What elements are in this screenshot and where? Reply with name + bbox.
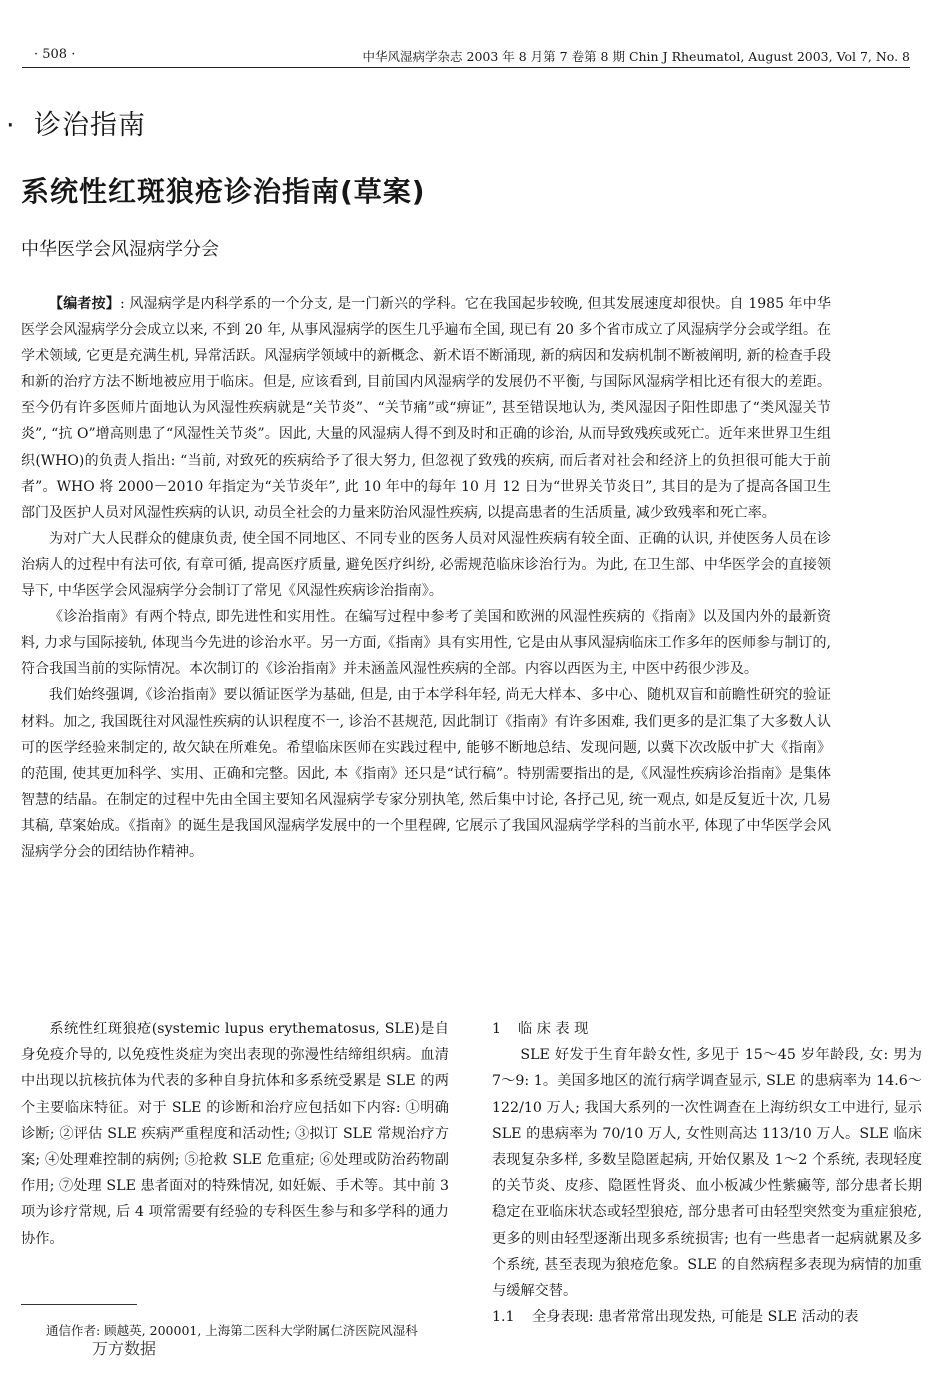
subsection-number: 1.1 [492,1309,515,1326]
article-author: 中华医学会风湿病学分会 [21,239,219,260]
journal-citation: 中华风湿病学杂志 2003 年 8 月第 7 卷第 8 期 Chin J Rheumatol, August 2003, Vol 7, No. 8 [362,49,910,64]
left-column [21,1016,449,1252]
section-label: 诊治指南 [34,110,146,141]
subsection-1-1 [492,1304,922,1330]
editor-note-paragraph-4: 我们始终强调,《诊治指南》要以循证医学为基础, 但是, 由于本学科年轻, 尚无大样本、多中心、随机双盲和前瞻性研究的验证材料。加之, 我国既往对风湿性疾病的认识程度不一, 诊治不甚规范, 因此制订《指南》有许多困难, 我们更多的是汇集了大多数人认可的医学经验来制定的, 故欠缺在所难免。希望临床医师在实践过程中, 能够不断地总结、发现问题, 以冀下次改版中扩大《指南》的范围, 使其更加科学、实用、正确和完整。因此, 本《指南》还只是“试行稿”。特别需要指出的是,《风湿性疾病诊治指南》是集体智慧的结晶。在制定的过程中先由全国主要知名风湿病学专家分别执笔, 然后集中讨论, 各抒己见, 统一观点, 如是反复近十次, 几易其稿, 草案始成。《指南》的诞生是我国风湿病学发展中的一个里程碑, 它展示了我国风湿病学学科的当前水平, 体现了中华医学会风湿病学分会的团结协作精神。 [21,687,831,860]
editor-note-paragraph-2: 为对广大人民群众的健康负责, 使全国不同地区、不同专业的医务人员对风湿性疾病有较全面、正确的认识, 并使医务人员在诊治病人的过程中有法可依, 有章可循, 提高医疗质量, 避免医疗纠纷, 必需规范临床诊治行为。为此, 在卫生部、中华医学会的直接领导下, 中华医学会风湿病学分会制订了常见《风湿性疾病诊治指南》。 [21,530,831,600]
editor-note-paragraph-3: 《诊治指南》有两个特点, 即先进性和实用性。在编写过程中参考了美国和欧洲的风湿性疾病的《指南》以及国内外的最新资料, 力求与国际接轨, 体现当今先进的诊治水平。另一方面,《指南》具有实用性, 它是由从事风湿病临床工作多年的医师参与制订的, 符合我国当前的实际情况。本次制订的《诊治指南》并未涵盖风湿性疾病的全部。内容以西医为主, 中医中药很少涉及。 [21,609,831,678]
heading-number: 1 [492,1021,502,1037]
editor-note-tag: 【编者按】 [49,296,120,312]
clinical-paragraph: SLE 好发于生育年龄女性, 多见于 15～45 岁年龄段, 女: 男为 7～9: 1。美国多地区的流行病学调查显示, SLE 的患病率为 14.6～122/10 万人; 我国大系列的一次性调查在上海纺织女工中进行, 显示 SLE 的患病率为 70/10 万人, 女性则高达 113/10 万人。SLE 临床表现复杂多样, 多数呈隐匿起病, 开始仅累及 1～2 个系统, 表现轻度的关节炎、皮疹、隐匿性肾炎、血小板减少性紫癜等, 部分患者长期稳定在亚临床状态或轻型狼疮, 部分患者可由轻型突然变为重症狼疮, 更多的则由轻型逐渐出现多系统损害; 也有一些患者一起病就累及多个系统, 甚至表现为狼疮危象。SLE 的自然病程多表现为病情的加重与缓解交替。 [492,1047,922,1300]
running-header [22,46,910,68]
subsection-text: 全身表现: 患者常常出现发热, 可能是 SLE 活动的表 [532,1309,859,1326]
footnote-divider [21,1304,137,1305]
heading-text: 临 床 表 现 [518,1021,589,1037]
section-title [0,103,146,142]
corresponding-author-footnote: 通信作者: 顾越英, 200001, 上海第二医科大学附属仁济医院风湿科 [46,1323,418,1338]
section-bullet: · [6,110,16,141]
editor-note-text-1: : 风湿病学是内科学系的一个分支, 是一门新兴的学科。它在我国起步较晚, 但其发展速度却很快。自 1985 年中华医学会风湿病学分会成立以来, 不到 20 年, 从事风湿病学的医生几乎遍布全国, 现已有 20 多个省市成立了风湿病学分会或学组。在学术领域, 它更是充满生机, 异常活跃。风湿病学领域中的新概念、新术语不断涌现, 新的病因和发病机制不断被阐明, 新的检查手段和新的治疗方法不断地被应用于临床。但是, 应该看到, 目前国内风湿病学的发展仍不平衡, 与国际风湿病学相比还有很大的差距。至今仍有许多医师片面地认为风湿性疾病就是“关节炎”、“关节痛”或“痹证”, 甚至错误地认为, 类风湿因子阳性即患了“类风湿关节炎”, “抗 O”增高则患了“风湿性关节炎”。因此, 大量的风湿病人得不到及时和正确的诊治, 从而导致残疾或死亡。近年来世界卫生组织(WHO)的负责人指出: “当前, 对致死的疾病给予了很大努力, 但忽视了致残的疾病, 而后者对社会和经济上的负担很可能大于前者”。WHO 将 2000－2010 年指定为“关节炎年”, 此 10 年中的每年 10 月 12 日为“世界关节炎日”, 其目的是为了提高各国卫生部门及医护人员对风湿性疾病的认识, 动员全社会的力量来防治风湿性疾病, 以提高患者的生活质量, 减少致残率和死亡率。 [21,296,832,521]
article-title: 系统性红斑狼疮诊治指南(草案) [21,175,426,208]
intro-paragraph: 系统性红斑狼疮(systemic lupus erythematosus, SLE)是自身免疫介导的, 以免疫性炎症为突出表现的弥漫性结缔组织病。血清中出现以抗核抗体为代表的多种自身抗体和多系统受累是 SLE 的两个主要临床特征。对于 SLE 的诊断和治疗应包括如下内容: ①明确诊断; ②评估 SLE 疾病严重程度和活动性; ③拟订 SLE 常规治疗方案; ④处理难控制的病例; ⑤抢救 SLE 危重症; ⑥处理或防治药物副作用; ⑦处理 SLE 患者面对的特殊情况, 如妊娠、手术等。其中前 3 项为诊疗常规, 后 4 项常需要有经验的专科医生参与和多学科的通力协作。 [21,1021,449,1247]
wanfang-watermark: 万方数据 [92,1339,157,1358]
page-number: · 508 · [34,47,76,62]
clinical-manifestations-heading [492,1016,922,1042]
right-column [492,1016,922,1330]
editor-note [21,291,831,865]
editor-note-paragraph-1 [21,291,831,526]
